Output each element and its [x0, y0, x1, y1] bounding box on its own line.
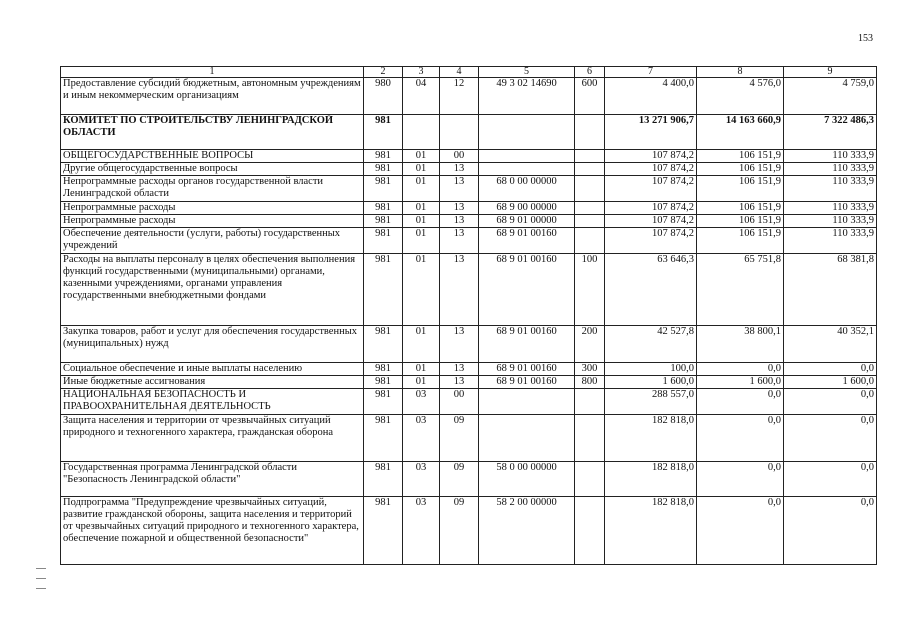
- row-value-year-1: 100,0: [605, 363, 697, 376]
- row-expense-type: [575, 150, 605, 163]
- row-value-year-1: 42 527,8: [605, 326, 697, 363]
- column-header: 7: [605, 67, 697, 78]
- row-value-year-2: 14 163 660,9: [697, 115, 784, 150]
- row-code: 981: [364, 228, 403, 254]
- row-code: 981: [364, 415, 403, 462]
- row-section: 01: [403, 363, 440, 376]
- row-value-year-1: 107 874,2: [605, 202, 697, 215]
- row-section: 01: [403, 326, 440, 363]
- column-header: 6: [575, 67, 605, 78]
- row-target-article: [479, 150, 575, 163]
- row-section: 01: [403, 376, 440, 389]
- row-section: 01: [403, 163, 440, 176]
- table-row: [61, 215, 877, 228]
- table-row: [61, 462, 877, 497]
- table-row: [61, 115, 877, 150]
- row-code: 981: [364, 497, 403, 565]
- row-value-year-2: 65 751,8: [697, 254, 784, 326]
- column-header: 2: [364, 67, 403, 78]
- row-value-year-2: 106 151,9: [697, 215, 784, 228]
- row-code: 981: [364, 202, 403, 215]
- row-code: 981: [364, 150, 403, 163]
- row-value-year-3: 0,0: [784, 462, 877, 497]
- row-expense-type: [575, 228, 605, 254]
- row-section: 01: [403, 150, 440, 163]
- row-value-year-3: 110 333,9: [784, 150, 877, 163]
- page-number: 153: [858, 33, 873, 44]
- row-section: 03: [403, 462, 440, 497]
- row-subsection: 13: [440, 163, 479, 176]
- row-name: Предоставление субсидий бюджетным, автономным учреждениям и иным некоммерческим организациям: [61, 78, 364, 115]
- row-value-year-2: 4 576,0: [697, 78, 784, 115]
- row-subsection: 13: [440, 228, 479, 254]
- row-target-article: 68 9 01 00160: [479, 326, 575, 363]
- scan-artifact: [36, 568, 50, 604]
- row-code: 981: [364, 462, 403, 497]
- row-code: 981: [364, 376, 403, 389]
- row-name: Расходы на выплаты персоналу в целях обеспечения выполнения функций государственными (муниципальными) органами, казенными учреждениями, органами управления государственными внебюджетными фондами: [61, 254, 364, 326]
- row-subsection: 13: [440, 363, 479, 376]
- row-target-article: 68 9 01 00160: [479, 376, 575, 389]
- row-section: 03: [403, 415, 440, 462]
- row-name: Государственная программа Ленинградской области "Безопасность Ленинградской области": [61, 462, 364, 497]
- row-expense-type: [575, 215, 605, 228]
- row-subsection: 09: [440, 462, 479, 497]
- row-target-article: 49 3 02 14690: [479, 78, 575, 115]
- column-header: 3: [403, 67, 440, 78]
- row-name: Непрограммные расходы органов государственной власти Ленинградской области: [61, 176, 364, 202]
- table-row: [61, 150, 877, 163]
- row-expense-type: [575, 176, 605, 202]
- row-value-year-3: 68 381,8: [784, 254, 877, 326]
- row-name: Обеспечение деятельности (услуги, работы) государственных учреждений: [61, 228, 364, 254]
- column-header: 5: [479, 67, 575, 78]
- row-value-year-1: 107 874,2: [605, 176, 697, 202]
- row-subsection: 13: [440, 176, 479, 202]
- row-subsection: [440, 115, 479, 150]
- row-value-year-3: 110 333,9: [784, 215, 877, 228]
- row-value-year-3: 40 352,1: [784, 326, 877, 363]
- column-header: 8: [697, 67, 784, 78]
- table-row: [61, 163, 877, 176]
- row-code: 981: [364, 254, 403, 326]
- row-value-year-1: 107 874,2: [605, 163, 697, 176]
- row-subsection: 13: [440, 202, 479, 215]
- row-name: НАЦИОНАЛЬНАЯ БЕЗОПАСНОСТЬ И ПРАВООХРАНИТЕЛЬНАЯ ДЕЯТЕЛЬНОСТЬ: [61, 389, 364, 415]
- row-value-year-1: 182 818,0: [605, 415, 697, 462]
- row-section: 01: [403, 228, 440, 254]
- row-target-article: 68 9 01 00160: [479, 228, 575, 254]
- row-code: 980: [364, 78, 403, 115]
- row-value-year-2: 106 151,9: [697, 202, 784, 215]
- row-value-year-3: 110 333,9: [784, 228, 877, 254]
- row-section: 01: [403, 176, 440, 202]
- row-value-year-3: 4 759,0: [784, 78, 877, 115]
- table-row: [61, 415, 877, 462]
- table-row: [61, 254, 877, 326]
- column-number-row: [61, 67, 877, 78]
- row-section: 04: [403, 78, 440, 115]
- row-expense-type: 600: [575, 78, 605, 115]
- row-value-year-1: 63 646,3: [605, 254, 697, 326]
- table-row: [61, 326, 877, 363]
- row-value-year-2: 106 151,9: [697, 176, 784, 202]
- row-value-year-1: 1 600,0: [605, 376, 697, 389]
- row-code: 981: [364, 176, 403, 202]
- row-value-year-3: 110 333,9: [784, 176, 877, 202]
- row-value-year-2: 0,0: [697, 462, 784, 497]
- row-value-year-2: 106 151,9: [697, 163, 784, 176]
- row-value-year-1: 107 874,2: [605, 150, 697, 163]
- row-value-year-1: 13 271 906,7: [605, 115, 697, 150]
- row-value-year-1: 182 818,0: [605, 497, 697, 565]
- table-row: [61, 176, 877, 202]
- row-target-article: 58 0 00 00000: [479, 462, 575, 497]
- row-expense-type: 800: [575, 376, 605, 389]
- row-value-year-3: 0,0: [784, 415, 877, 462]
- row-target-article: 68 9 01 00000: [479, 215, 575, 228]
- row-section: 01: [403, 254, 440, 326]
- budget-table: [60, 66, 877, 565]
- row-value-year-1: 288 557,0: [605, 389, 697, 415]
- row-subsection: 12: [440, 78, 479, 115]
- row-subsection: 09: [440, 415, 479, 462]
- row-value-year-3: 7 322 486,3: [784, 115, 877, 150]
- row-target-article: 68 9 01 00160: [479, 363, 575, 376]
- row-value-year-2: 1 600,0: [697, 376, 784, 389]
- row-value-year-1: 182 818,0: [605, 462, 697, 497]
- row-code: 981: [364, 389, 403, 415]
- row-name: Защита населения и территории от чрезвычайных ситуаций природного и техногенного характера, гражданская оборона: [61, 415, 364, 462]
- row-expense-type: 100: [575, 254, 605, 326]
- column-header: 1: [61, 67, 364, 78]
- column-header: 4: [440, 67, 479, 78]
- row-value-year-2: 0,0: [697, 389, 784, 415]
- row-value-year-3: 110 333,9: [784, 163, 877, 176]
- row-subsection: 09: [440, 497, 479, 565]
- table-row: [61, 228, 877, 254]
- row-name: Подпрограмма "Предупреждение чрезвычайных ситуаций, развитие гражданской обороны, защита населения и территорий от чрезвычайных ситуаций природного и техногенного характера, обеспечение пожарной и общественной безопасности": [61, 497, 364, 565]
- row-value-year-3: 0,0: [784, 363, 877, 376]
- row-expense-type: [575, 163, 605, 176]
- row-target-article: 58 2 00 00000: [479, 497, 575, 565]
- table-row: [61, 376, 877, 389]
- row-value-year-2: 38 800,1: [697, 326, 784, 363]
- row-section: 01: [403, 215, 440, 228]
- table-row: [61, 363, 877, 376]
- row-value-year-1: 107 874,2: [605, 228, 697, 254]
- row-name: Закупка товаров, работ и услуг для обеспечения государственных (муниципальных) нужд: [61, 326, 364, 363]
- row-code: 981: [364, 115, 403, 150]
- row-value-year-2: 0,0: [697, 363, 784, 376]
- row-target-article: [479, 389, 575, 415]
- row-name: Социальное обеспечение и иные выплаты населению: [61, 363, 364, 376]
- row-name: Непрограммные расходы: [61, 202, 364, 215]
- table-body: [61, 78, 877, 565]
- row-expense-type: [575, 415, 605, 462]
- row-expense-type: [575, 462, 605, 497]
- row-name: КОМИТЕТ ПО СТРОИТЕЛЬСТВУ ЛЕНИНГРАДСКОЙ ОБЛАСТИ: [61, 115, 364, 150]
- table-row: [61, 202, 877, 215]
- row-expense-type: 300: [575, 363, 605, 376]
- row-code: 981: [364, 326, 403, 363]
- row-name: Иные бюджетные ассигнования: [61, 376, 364, 389]
- row-subsection: 00: [440, 150, 479, 163]
- row-value-year-1: 4 400,0: [605, 78, 697, 115]
- row-subsection: 13: [440, 254, 479, 326]
- row-value-year-1: 107 874,2: [605, 215, 697, 228]
- table-row: [61, 78, 877, 115]
- table-row: [61, 497, 877, 565]
- row-code: 981: [364, 363, 403, 376]
- row-target-article: [479, 415, 575, 462]
- row-subsection: 13: [440, 326, 479, 363]
- row-value-year-3: 0,0: [784, 389, 877, 415]
- row-value-year-2: 0,0: [697, 415, 784, 462]
- row-section: [403, 115, 440, 150]
- row-target-article: 68 9 01 00160: [479, 254, 575, 326]
- row-expense-type: [575, 115, 605, 150]
- column-header: 9: [784, 67, 877, 78]
- row-target-article: [479, 115, 575, 150]
- row-value-year-2: 106 151,9: [697, 150, 784, 163]
- row-expense-type: [575, 202, 605, 215]
- row-target-article: [479, 163, 575, 176]
- row-section: 01: [403, 202, 440, 215]
- row-name: ОБЩЕГОСУДАРСТВЕННЫЕ ВОПРОСЫ: [61, 150, 364, 163]
- row-value-year-3: 1 600,0: [784, 376, 877, 389]
- row-expense-type: 200: [575, 326, 605, 363]
- row-code: 981: [364, 215, 403, 228]
- row-value-year-2: 0,0: [697, 497, 784, 565]
- row-subsection: 13: [440, 376, 479, 389]
- row-value-year-2: 106 151,9: [697, 228, 784, 254]
- row-value-year-3: 0,0: [784, 497, 877, 565]
- row-subsection: 13: [440, 215, 479, 228]
- row-section: 03: [403, 497, 440, 565]
- row-section: 03: [403, 389, 440, 415]
- row-subsection: 00: [440, 389, 479, 415]
- row-expense-type: [575, 497, 605, 565]
- row-name: Непрограммные расходы: [61, 215, 364, 228]
- row-target-article: 68 0 00 00000: [479, 176, 575, 202]
- row-target-article: 68 9 00 00000: [479, 202, 575, 215]
- row-value-year-3: 110 333,9: [784, 202, 877, 215]
- table-row: [61, 389, 877, 415]
- row-code: 981: [364, 163, 403, 176]
- row-name: Другие общегосударственные вопросы: [61, 163, 364, 176]
- row-expense-type: [575, 389, 605, 415]
